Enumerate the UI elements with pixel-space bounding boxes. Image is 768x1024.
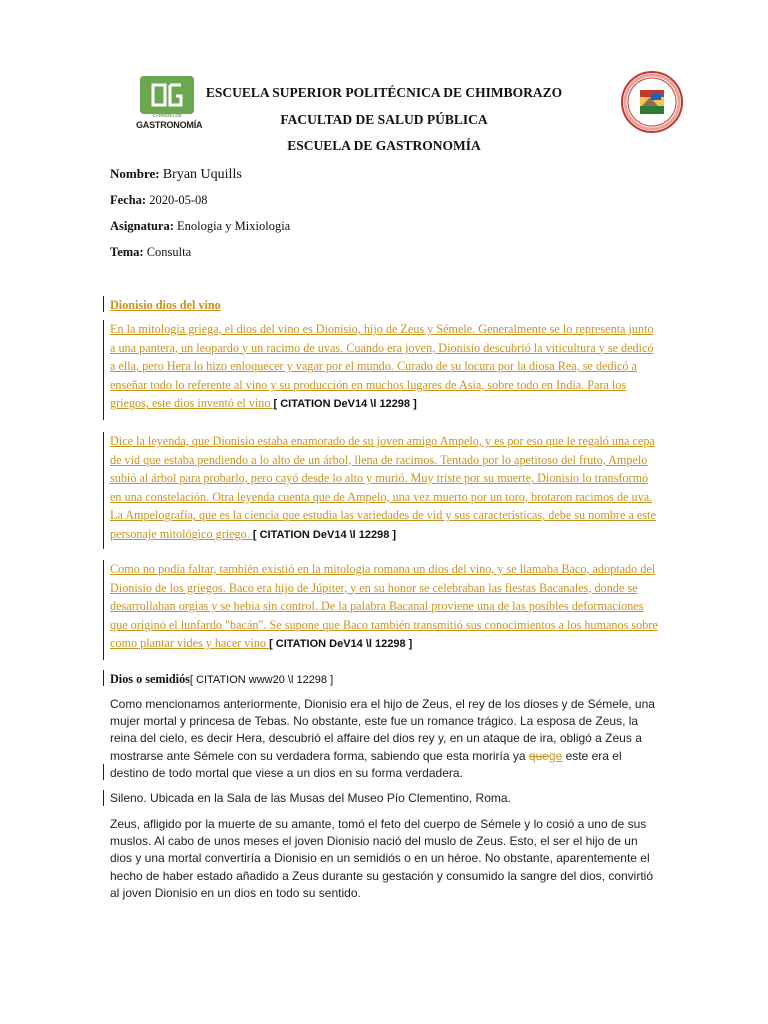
paragraph-4: [110, 696, 658, 782]
paragraph-text: Como no podía faltar, también existió en la mitologia romana un dios del vino, y se llamaba Baco, adoptado del Dionisio de los griegos. Baco era hijo de Júpiter, y en su honor se celebraban las fiestas Bacanales, donde se desarrollaban orgias y se bebia sin control. De la palabra Bacanal proviene una de las posibles deformaciones que originó el lunfardo "bacán". Se supone que Baco también transmitió sus conocimientos a los humanos sobre como plantar vides y hacer vino: [110, 562, 658, 651]
topic-label: Tema:: [110, 245, 144, 259]
deleted-text: que: [528, 748, 549, 763]
citation: [ CITATION DeV14 \l 12298 ]: [269, 638, 413, 651]
subject-value: Enologia y Mixiologia: [177, 219, 291, 233]
date-value: 2020-05-08: [149, 193, 208, 207]
paragraph-text: Como mencionamos anteriormente, Dionisio era el hijo de Zeus, el rey de los dioses y de Sémele, una mujer mortal y princesa de Tebas. No obstante, este fue un romance trágico. La esposa de Zeus, la reina del cielo, es decir Hera, descubrió el affaire del dios rey y, en un ataque de ira, obligó a Zeus a mostrarse ante Sémele con su verdadera forma, sabiendo que esta moriría ya: [110, 697, 655, 763]
logo-caption: CARRERA DE: [152, 113, 182, 118]
change-bar: [103, 432, 104, 549]
paragraph-text: En la mitologia griega, el dios del vino es Dionisio, hijo de Zeus y Sémele. Generalmente se lo representa junto a una pantera, un leopardo y un racimo de uvas. Cuando era joven, Dionisio descubrió la viticultura y se dedicó a ella, pero Hera lo hizo enloquecer y vagar por el mundo. Curado de su locura por la diosa Rea, se dedicó a enseñar todo lo referente al vino y su producción en muchos lugares de Asia, sobre todo en India. Para los griegos, este dios inventó el vino: [110, 322, 654, 411]
date-label: Fecha:: [110, 193, 147, 207]
change-bar: [103, 790, 104, 806]
faculty-title: FACULTAD DE SALUD PÚBLICA: [280, 112, 488, 127]
citation: [ CITATION DeV14 \l 12298 ]: [273, 398, 417, 411]
paragraph-1: [110, 320, 658, 414]
change-bar: [103, 560, 104, 660]
institution-title: ESCUELA SUPERIOR POLITÉCNICA DE CHIMBORAZO: [205, 85, 563, 100]
heading-text: Dios o semidiós: [110, 672, 190, 686]
paragraph-text: Sileno. Ubicada en la Sala de las Musas del Museo Pío Clementino, Roma.: [110, 791, 511, 805]
paragraph-6: [110, 816, 658, 902]
topic-field: [110, 245, 191, 260]
heading-text: Dionisio dios del vino: [110, 298, 221, 312]
subject-label: Asignatura:: [110, 219, 174, 233]
change-bar: [103, 320, 104, 420]
change-bar: [103, 764, 104, 780]
date-field: [110, 193, 208, 208]
paragraph-3: [110, 560, 658, 654]
section-heading-dionisio: [110, 296, 658, 315]
topic-value: Consulta: [146, 245, 192, 259]
paragraph-text: este era el destino de todo mortal que viese a un dios en su forma verdadera.: [110, 748, 622, 780]
paragraph-text: Zeus, afligido por la muerte de su amante, tomó el feto del cuerpo de Sémele y lo cosió a uno de sus muslos. Al cabo de unos meses el joven Dionisio nació del muslo de Zeus. Esto, el ser el hijo de un dios y una mortal convertiría a Dionisio en un semidiós o en un héroe. No obstante, aparentemente el hecho de haber estado añadido a Zeus durante su gestación y consumido la sangre del dios, convirtió al joven Dionisio en un dios en todo su sentido.: [110, 817, 654, 900]
subject-field: [110, 219, 290, 234]
paragraph-text: Dice la leyenda, que Dionisio estaba enamorado de su joven amigo Ampelo, y es por eso que le regaló una cepa de vid que estaba pendiendo a lo alto de un árbol, llena de racimos. Tentado por lo apetitoso del fruto, Ampelo subió al árbol para probarlo, pero cayó desde lo alto y murió. Muy triste por su muerte, Dionisio lo transformó en una constelación. Otra leyenda cuenta que de Ampelo, una vez muerto por un toro, brotaron racimos de uva. La Ampelografía, que es la ciencia que estudia las variedades de vid y sus características, debe su nombre a este personaje mitológico griego.: [110, 434, 656, 541]
name-field: [110, 166, 242, 183]
citation: [ CITATION DeV14 \l 12298 ]: [252, 528, 397, 541]
inserted-text: ge: [548, 748, 563, 763]
section-heading-semidios: [110, 670, 658, 690]
paragraph-5: [110, 790, 658, 807]
name-label: Nombre:: [110, 166, 160, 181]
change-bar: [103, 296, 104, 312]
citation: [ CITATION www20 \l 12298 ]: [189, 674, 334, 686]
logo-name: GASTRONOMÍA: [136, 120, 203, 130]
school-title: ESCUELA DE GASTRONOMÍA: [287, 138, 481, 153]
name-value: Bryan Uquills: [162, 167, 242, 182]
change-bar: [103, 670, 104, 686]
paragraph-2: [110, 432, 658, 545]
